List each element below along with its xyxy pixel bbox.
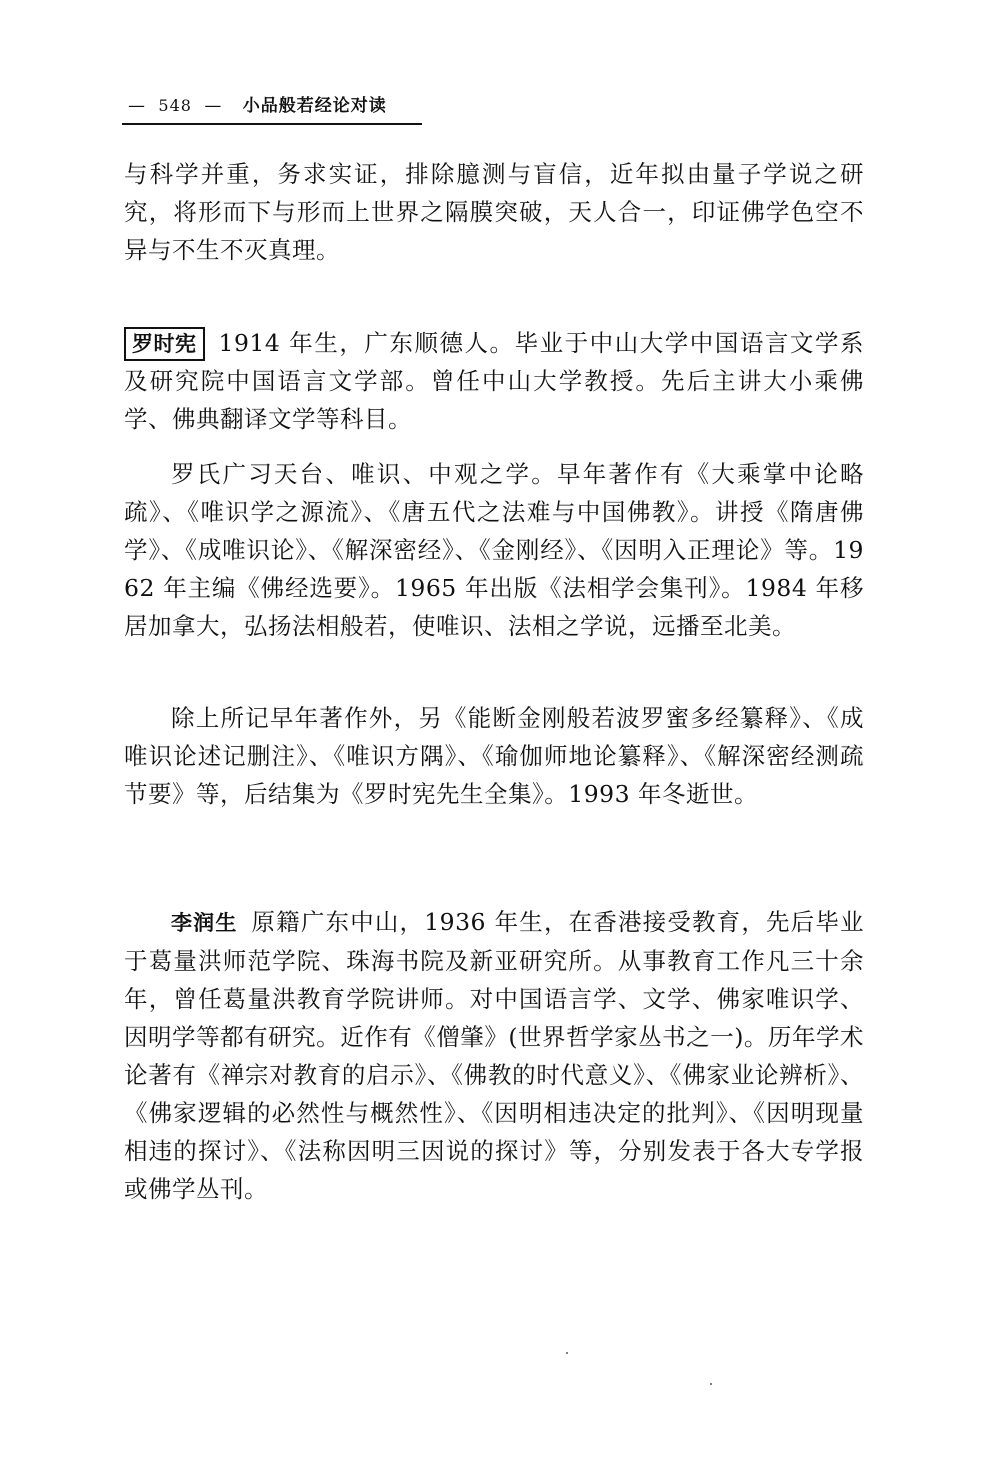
paragraph-continuation: 与科学并重，务求实证，排除臆测与盲信，近年拟由量子学说之研究，将形而下与形而上世界之隔膜突破，天人合一，印证佛学色空不异与不生不灭真理。 bbox=[124, 160, 864, 264]
header-dash-right: — bbox=[204, 96, 223, 116]
biography-li-text: 原籍广东中山，1936 年生，在香港接受教育，先后毕业于葛量洪师范学院、珠海书院及新亚研究所。从事教育工作凡三十余年，曾任葛量洪教育学院讲师。对中国语言学、文学、佛家唯识学、因明学等都有研究。近作有《僧肇》(世界哲学家丛书之一)。历年学术论著有《禅宗对教育的启示》、《佛教的时代意义》、《佛家业论辨析》、《佛家逻辑的必然性与概然性》、《因明相违决定的批判》、《因明现量相违的探讨》、《法称因明三因说的探讨》等，分别发表于各大专学报或佛学丛刊。 bbox=[124, 908, 865, 1203]
biography-luo-intro: 1914 年生，广东顺德人。毕业于中山大学中国语言文学系及研究院中国语言文学部。曾任中山大学教授。先后主讲大小乘佛学、佛典翻译文学等科目。 bbox=[124, 329, 864, 433]
running-header bbox=[122, 93, 422, 125]
biography-luo-shixian bbox=[124, 324, 864, 438]
header-dash-left: — bbox=[128, 96, 146, 116]
book-title: 小品般若经论对读 bbox=[242, 96, 387, 116]
paragraph-luo-works: 罗氏广习天台、唯识、中观之学。早年著作有《大乘掌中论略疏》、《唯识学之源流》、《唐五代之法难与中国佛教》。讲授《隋唐佛学》、《成唯识论》、《解深密经》、《金刚经》、《因明入正理论》等。1962 年主编《佛经选要》。1965 年出版《法相学会集刊》。1984 年移居加拿大，弘扬法相般若，使唯识、法相之学说，远播至北美。 bbox=[124, 460, 864, 640]
paragraph-luo-later-works: 除上所记早年著作外，另《能断金刚般若波罗蜜多经纂释》、《成唯识论述记删注》、《唯识方隅》、《瑜伽师地论纂释》、《解深密经测疏节要》等，后结集为《罗时宪先生全集》。1993 年冬逝世。 bbox=[124, 704, 864, 808]
biography-li-runsheng bbox=[124, 903, 864, 1208]
boxed-name-luo-shixian: 罗时宪 bbox=[124, 327, 205, 361]
scan-speck bbox=[566, 1352, 568, 1354]
page-number: 548 bbox=[158, 96, 192, 115]
bold-name-li-runsheng: 李润生 bbox=[171, 911, 238, 935]
scan-speck bbox=[710, 1383, 712, 1385]
